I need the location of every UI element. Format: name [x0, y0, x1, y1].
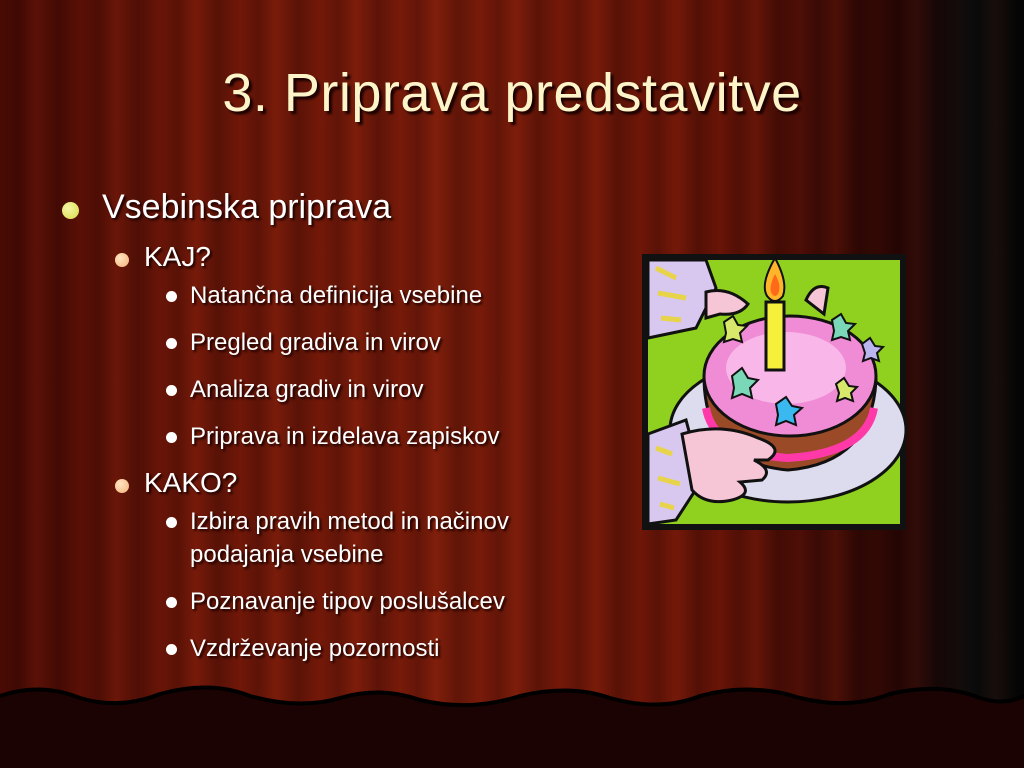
bullet-text: Priprava in izdelava zapiskov: [190, 423, 500, 450]
bullet-level3-item: [190, 505, 618, 571]
bullet-text: KAKO?: [144, 467, 238, 498]
bullet-level1-item: [102, 188, 618, 227]
bullet-icon: [115, 479, 129, 493]
bullet-icon: [166, 517, 177, 528]
bullet-icon: [166, 644, 177, 655]
bullet-level3-item: [190, 373, 618, 406]
bullet-icon: [166, 338, 177, 349]
bullet-level3-item: [190, 420, 618, 453]
bullet-text: Vsebinska priprava: [102, 188, 392, 226]
bullet-level3-item: [190, 279, 618, 312]
bullet-level3-item: [190, 585, 618, 618]
bullet-text: Poznavanje tipov poslušalcev: [190, 588, 505, 615]
bullet-text: Izbira pravih metod in načinov podajanja vsebine: [190, 508, 509, 568]
bullet-icon: [115, 253, 129, 267]
bullet-level3-item: [190, 632, 618, 665]
bullet-level3-item: [190, 326, 618, 359]
bullet-level2-item: [144, 241, 618, 273]
bullet-text: Vzdrževanje pozornosti: [190, 635, 440, 662]
slide-content: [58, 188, 618, 665]
bullet-text: KAJ?: [144, 241, 211, 272]
bullet-icon: [62, 202, 79, 219]
bullet-icon: [166, 597, 177, 608]
slide-title: 3. Priprava predstavitve: [222, 63, 802, 123]
bullet-icon: [166, 432, 177, 443]
birthday-cake-icon: [636, 248, 912, 536]
bullet-icon: [166, 291, 177, 302]
bullet-icon: [166, 385, 177, 396]
curtain-edge: [0, 676, 1024, 768]
bullet-text: Natančna definicija vsebine: [190, 282, 483, 309]
bullet-text: Pregled gradiva in virov: [190, 329, 441, 356]
bullet-level2-item: [144, 467, 618, 499]
bullet-text: Analiza gradiv in virov: [190, 376, 424, 403]
